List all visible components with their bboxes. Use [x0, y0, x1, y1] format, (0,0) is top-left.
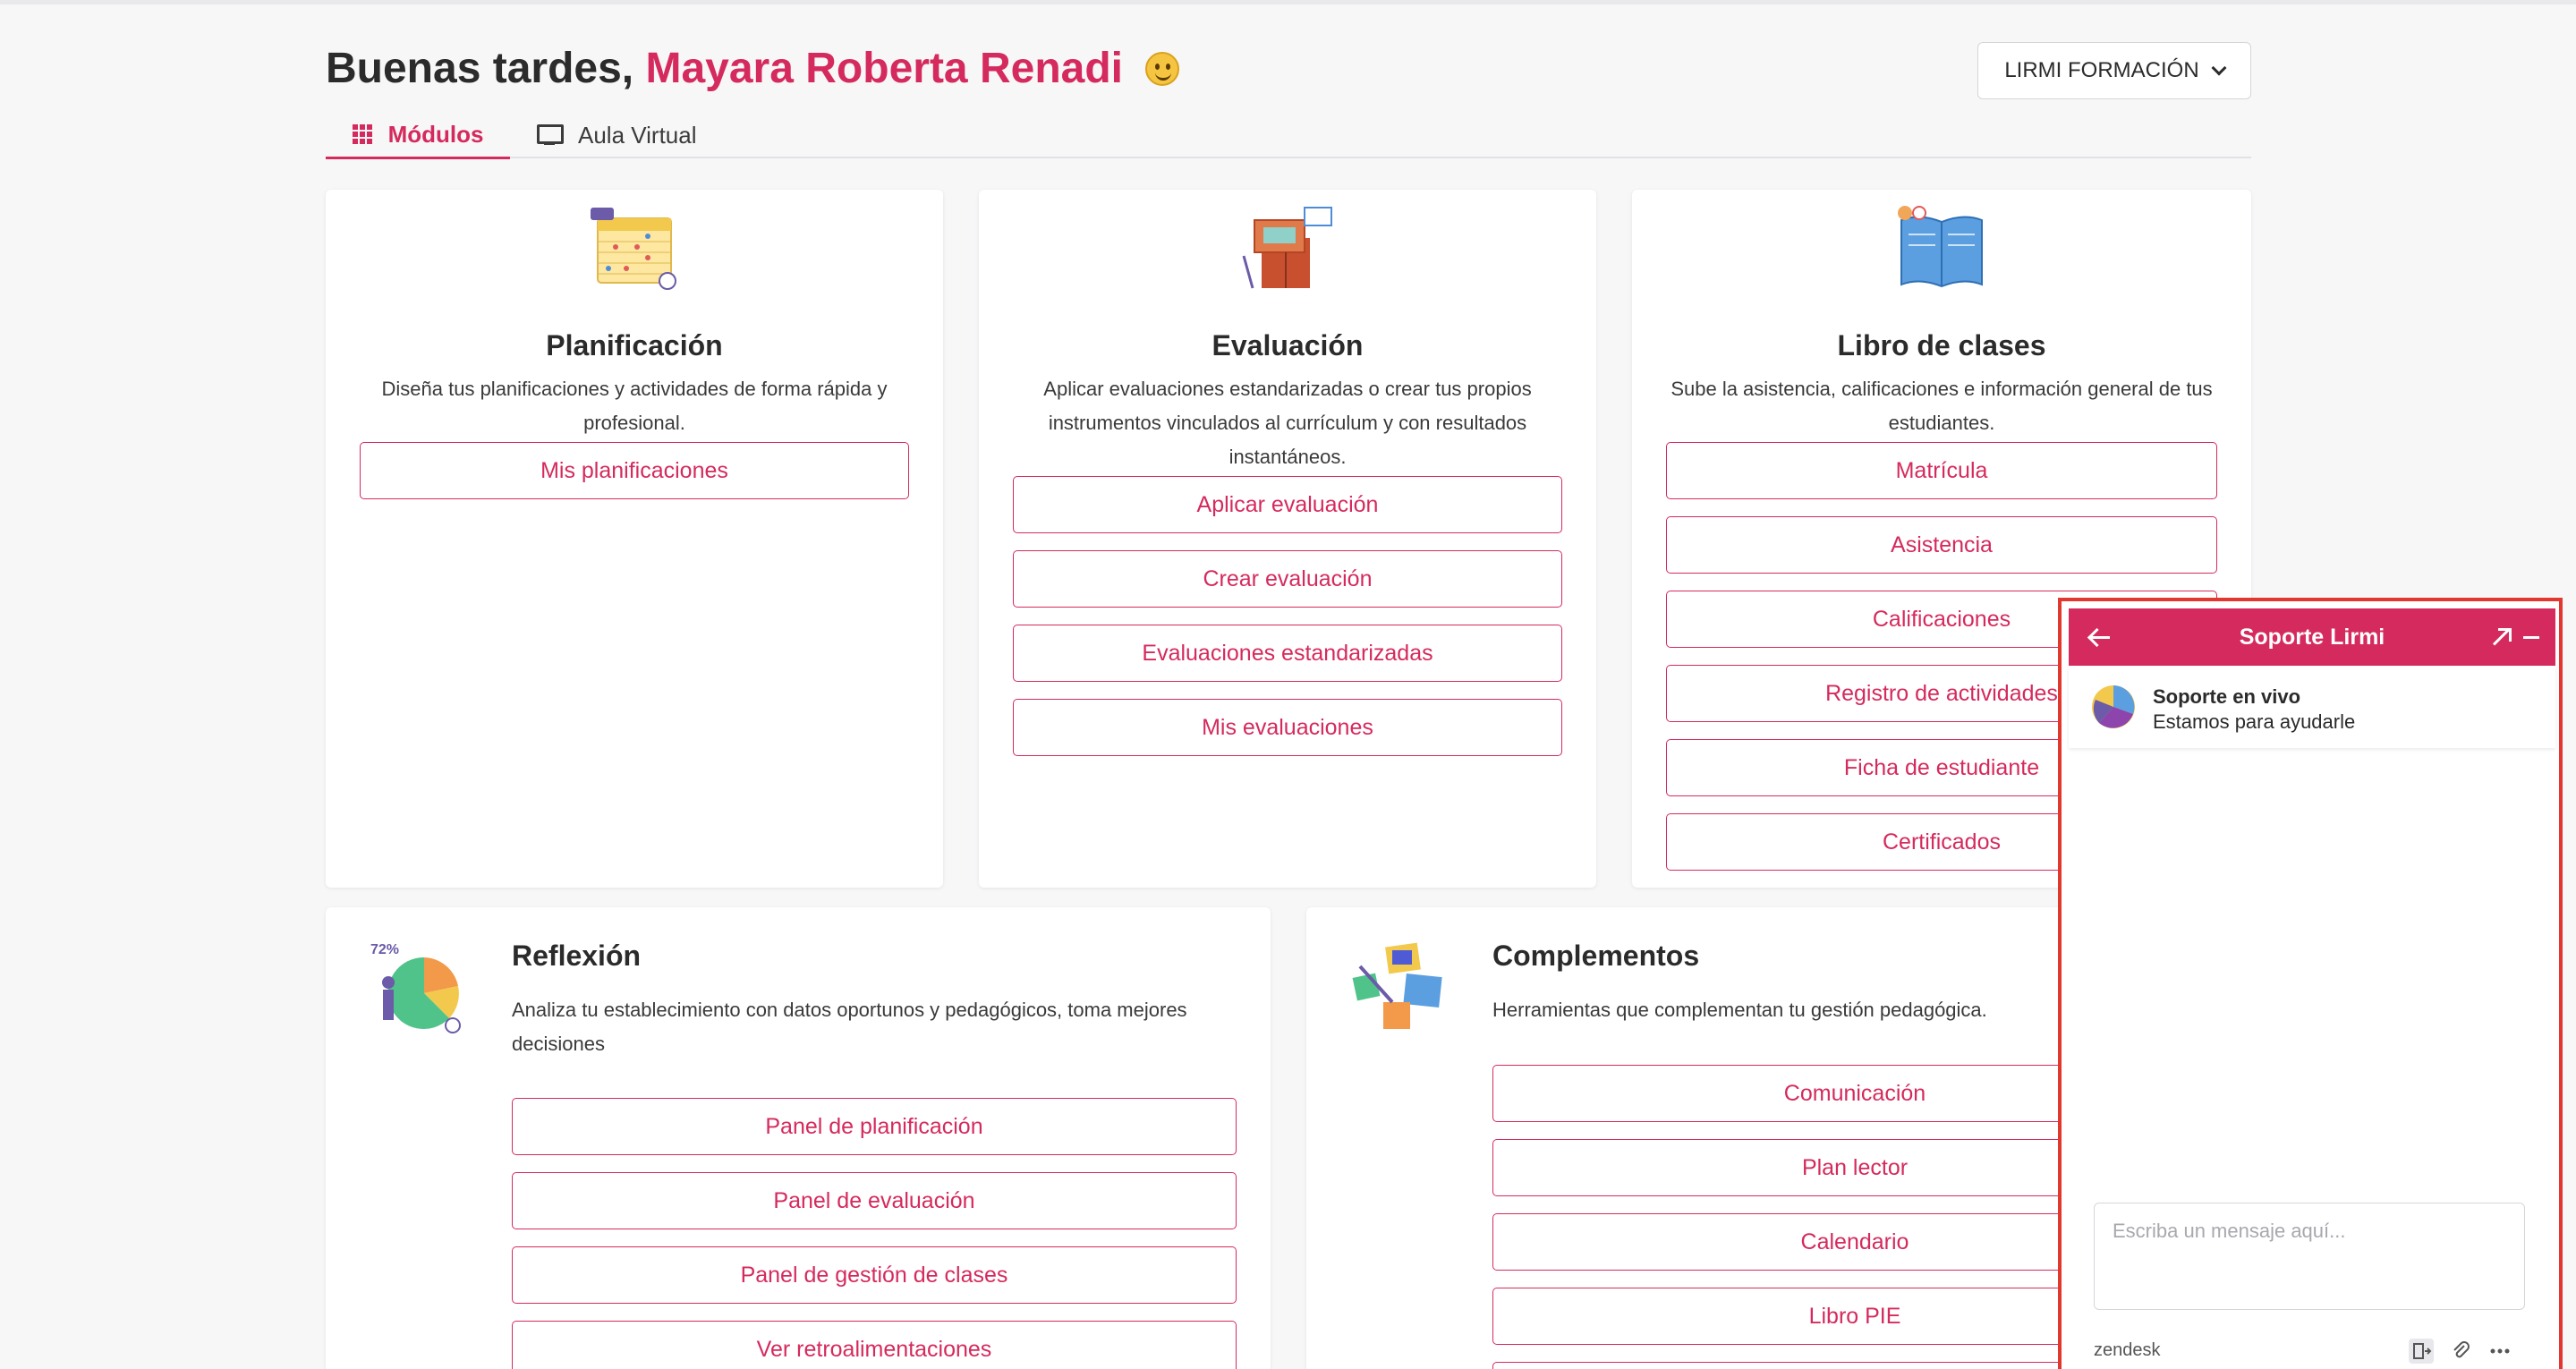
- tab-modulos[interactable]: [326, 112, 510, 159]
- agent-subtitle: Estamos para ayudarle: [2153, 710, 2356, 733]
- crear-evaluacion-button[interactable]: Crear evaluación: [1013, 550, 1562, 608]
- mis-evaluaciones-button[interactable]: Mis evaluaciones: [1013, 699, 1562, 756]
- minimize-icon[interactable]: [2523, 636, 2539, 639]
- monitor-icon: [537, 124, 562, 146]
- evaluaciones-estandarizadas-button[interactable]: Evaluaciones estandarizadas: [1013, 625, 1562, 682]
- card-evaluacion: [979, 190, 1596, 888]
- attachment-icon[interactable]: [2448, 1339, 2473, 1364]
- module-tabs: [326, 112, 2251, 158]
- grid-icon: [353, 124, 372, 144]
- ficha-de-estudiante-button[interactable]: Ficha de estudiante: [1666, 739, 2217, 796]
- page-header: [326, 40, 2251, 158]
- card-description: Herramientas que complementan tu gestión pedagógica.: [1492, 999, 1987, 1021]
- chat-header: [2069, 608, 2555, 666]
- registro-de-actividades-button[interactable]: Registro de actividades: [1666, 665, 2217, 722]
- card-description: Sube la asistencia, calificaciones e información general de tus estudiantes.: [1671, 378, 2213, 434]
- panel-de-evaluacion-button[interactable]: Panel de evaluación: [512, 1172, 1237, 1229]
- support-chat-widget: [2058, 598, 2563, 1369]
- matricula-button[interactable]: Matrícula: [1666, 442, 2217, 499]
- card-title: Planificación: [546, 329, 723, 361]
- chat-footer: [2094, 1335, 2532, 1367]
- page-title: [326, 44, 1179, 93]
- comunicacion-button[interactable]: Comunicación: [1492, 1065, 2217, 1122]
- card-title: Evaluación: [1211, 329, 1364, 361]
- aplicar-evaluacion-button[interactable]: Aplicar evaluación: [1013, 476, 1562, 533]
- calendario-button[interactable]: Calendario: [1492, 1213, 2217, 1271]
- card-planificacion: [326, 190, 943, 888]
- card-title: Reflexión: [512, 940, 642, 972]
- calendar-illustration-icon: [585, 202, 684, 292]
- transcript-icon[interactable]: [2409, 1339, 2434, 1364]
- card-title: Libro de clases: [1837, 329, 2046, 361]
- tab-label: Módulos: [387, 120, 484, 148]
- card-description: Diseña tus planificaciones y actividades de forma rápida y profesional.: [381, 378, 888, 434]
- chat-agent-info: [2069, 666, 2555, 748]
- tools-illustration-icon: [1351, 940, 1450, 1038]
- greeting-text: Buenas tardes,: [326, 45, 634, 92]
- ver-retroalimentaciones-button[interactable]: Ver retroalimentaciones: [512, 1321, 1237, 1369]
- chart-percent-label: 72%: [370, 942, 400, 957]
- card-title: Complementos: [1492, 940, 1700, 972]
- mis-planificaciones-button[interactable]: Mis planificaciones: [360, 442, 909, 499]
- tab-aula-virtual[interactable]: [537, 112, 697, 158]
- libro-pie-button[interactable]: Libro PIE: [1492, 1288, 2217, 1345]
- card-reflexion: [326, 907, 1271, 1369]
- expand-icon[interactable]: [2491, 626, 2511, 646]
- card-description: Aplicar evaluaciones estandarizadas o crear tus propios instrumentos vinculados al currículum y con resultados instantáneos.: [1043, 378, 1532, 468]
- agent-name: Soporte en vivo: [2153, 685, 2301, 708]
- certificados-button[interactable]: Certificados: [1666, 813, 2217, 871]
- more-options-icon[interactable]: [2487, 1339, 2512, 1364]
- card-description: Analiza tu establecimiento con datos oportunos y pedagógicos, toma mejores decisiones: [512, 999, 1187, 1055]
- organization-select-value: LIRMI FORMACIÓN: [2004, 58, 2199, 82]
- chevron-down-icon: [2211, 61, 2226, 76]
- user-name: Mayara Roberta Renadi: [645, 45, 1123, 92]
- organization-select[interactable]: [1977, 42, 2251, 99]
- pie-chart-illustration-icon: [370, 940, 469, 1038]
- chat-message-input[interactable]: [2094, 1203, 2525, 1310]
- calificaciones-button[interactable]: Calificaciones: [1666, 591, 2217, 648]
- panel-de-planificacion-button[interactable]: Panel de planificación: [512, 1098, 1237, 1155]
- plan-lector-button[interactable]: Plan lector: [1492, 1139, 2217, 1196]
- zendesk-brand: zendesk: [2094, 1340, 2161, 1360]
- agent-avatar-icon: [2090, 684, 2137, 730]
- tab-label: Aula Virtual: [578, 121, 697, 149]
- evaluation-illustration-icon: [1238, 202, 1337, 292]
- panel-de-gestion-de-clases-button[interactable]: Panel de gestión de clases: [512, 1246, 1237, 1304]
- asistencia-button[interactable]: Asistencia: [1666, 516, 2217, 574]
- book-illustration-icon: [1892, 202, 1991, 292]
- chat-title: Soporte Lirmi: [2239, 625, 2385, 650]
- smiley-icon: [1145, 52, 1179, 86]
